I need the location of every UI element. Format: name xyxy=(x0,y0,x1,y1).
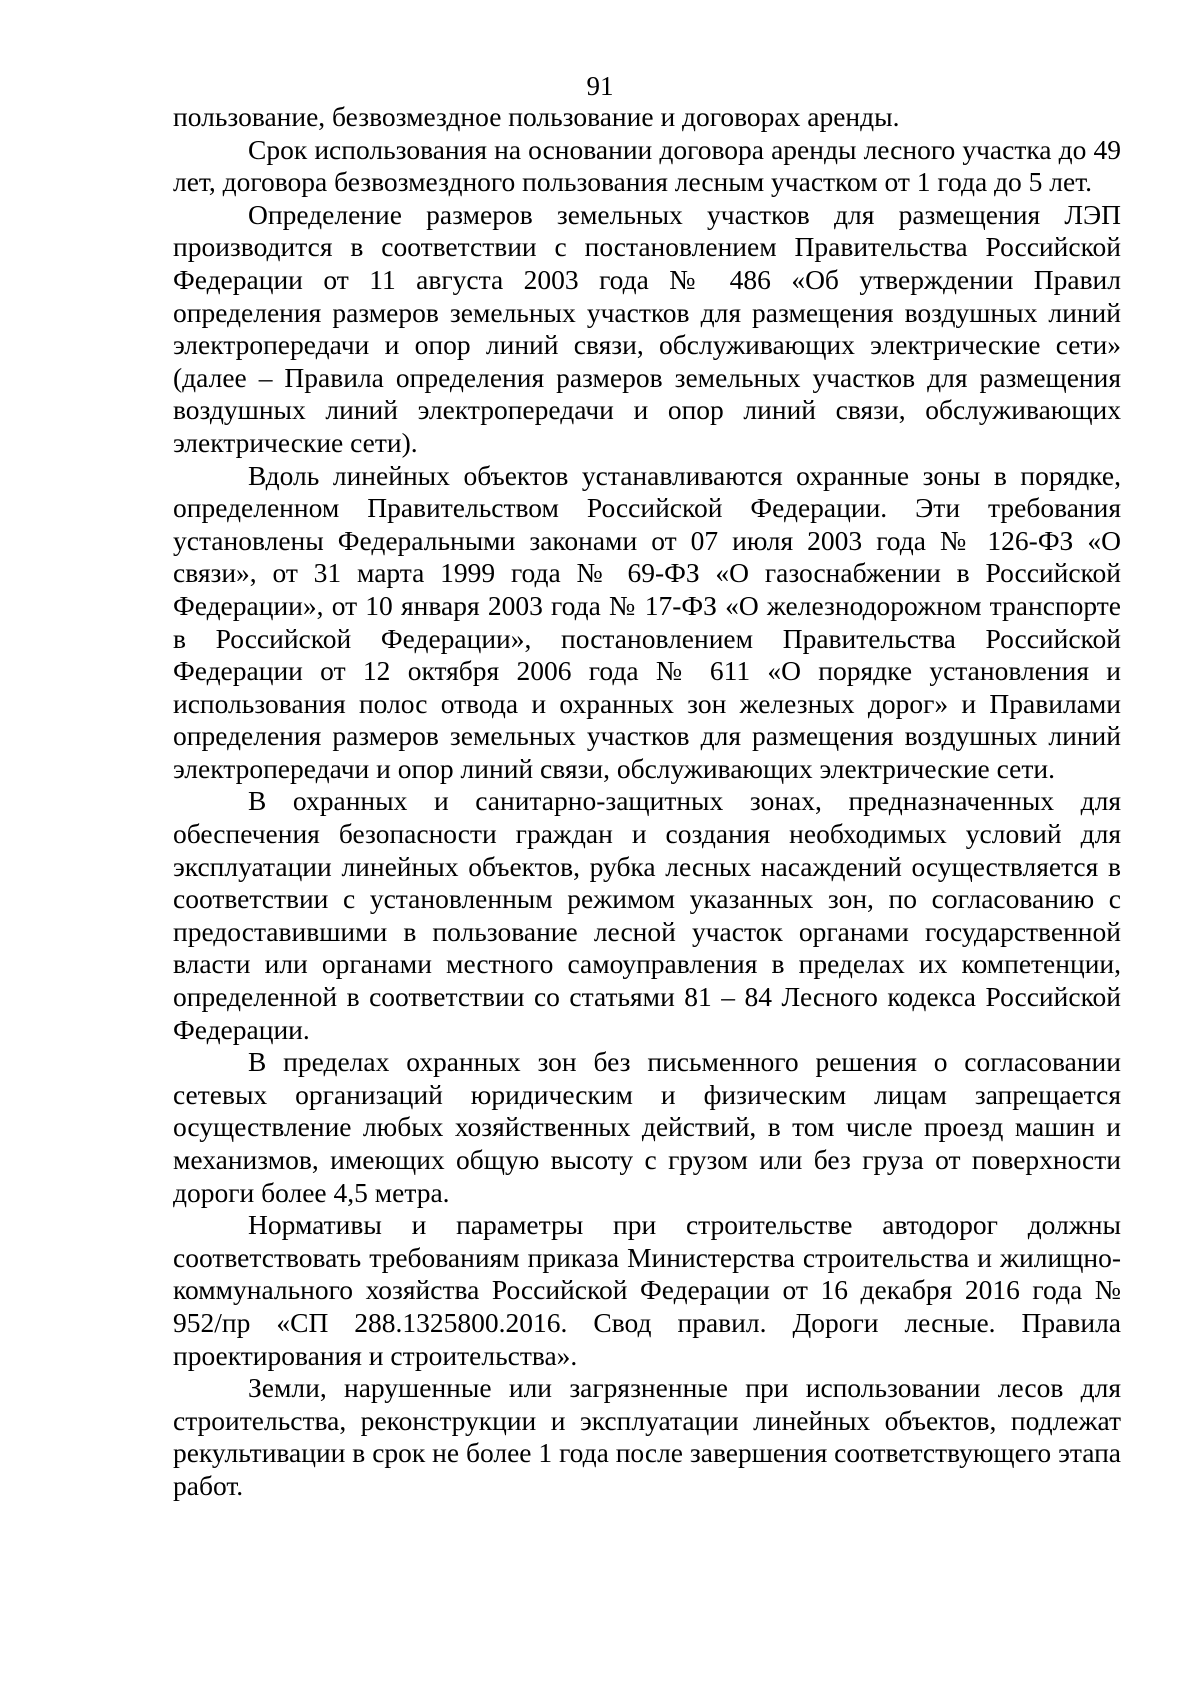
paragraph-land-recultivation: Земли, нарушенные или загрязненные при использовании лесов для строительства, реконструкции и эксплуатации линейных объектов, подлежат рекультивации в срок не более 1 года после завершения соответствующего этапа работ. xyxy=(173,1372,1121,1501)
paragraph-road-standards: Нормативы и параметры при строительстве автодорог должны соответствовать требованиям приказа Министерства строительства и жилищно-коммунального хозяйства Российской Федерации от 16 декабря 2016 года № 952/пр «СП 288.1325800.2016. Свод правил. Дороги лесные. Правила проектирования и строительства». xyxy=(173,1209,1121,1371)
paragraph-prohibited-actions: В пределах охранных зон без письменного решения о согласовании сетевых организаций юридическим и физическим лицам запрещается осуществление любых хозяйственных действий, в том числе проезд машин и механизмов, имеющих общую высоту с грузом или без груза от поверхности дороги более 4,5 метра. xyxy=(173,1046,1121,1208)
paragraph-continuation: пользование, безвозмездное пользование и договорах аренды. xyxy=(173,101,900,132)
paragraph-lease-term: Срок использования на основании договора аренды лесного участка до 49 лет, договора безвозмездного пользования лесным участком от 1 года до 5 лет. xyxy=(173,133,1121,198)
paragraph-protection-zones: Вдоль линейных объектов устанавливаются охранные зоны в порядке, определенном Правительством Российской Федерации. Эти требования установлены Федеральными законами от 07 июля 2003 года № 126-ФЗ «О связи», от 31 марта 1999 года № 69-ФЗ «О газоснабжении в Российской Федерации», от 10 января 2003 года № 17-ФЗ «О железнодорожном транспорте в Российской Федерации», постановлением Правительства Российской Федерации от 12 октября 2006 года № 611 «О порядке установления и использования полос отвода и охранных зон железных дорог» и Правилами определения размеров земельных участков для размещения воздушных линий электропередачи и опор линий связи, обслуживающих электрические сети. xyxy=(173,459,1121,784)
paragraph-power-line-land: Определение размеров земельных участков для размещения ЛЭП производится в соответствии с постановлением Правительства Российской Федерации от 11 августа 2003 года № 486 «Об утверждении Правил определения размеров земельных участков для размещения воздушных линий электропередачи и опор линий связи, обслуживающих электрические сети» (далее – Правила определения размеров земельных участков для размещения воздушных линий электропередачи и опор линий связи, обслуживающих электрические сети). xyxy=(173,198,1121,458)
page-number: 91 xyxy=(586,71,614,101)
paragraph-sanitary-zones: В охранных и санитарно-защитных зонах, предназначенных для обеспечения безопасности граждан и создания необходимых условий для эксплуатации линейных объектов, рубка лесных насаждений осуществляется в соответствии с установленным режимом указанных зон, по согласованию с предоставившими в пользование лесной участок органами государственной власти или органами местного самоуправления в пределах их компетенции, определенной в соответствии со статьями 81 – 84 Лесного кодекса Российской Федерации. xyxy=(173,785,1121,1045)
document-body xyxy=(173,101,1121,1503)
